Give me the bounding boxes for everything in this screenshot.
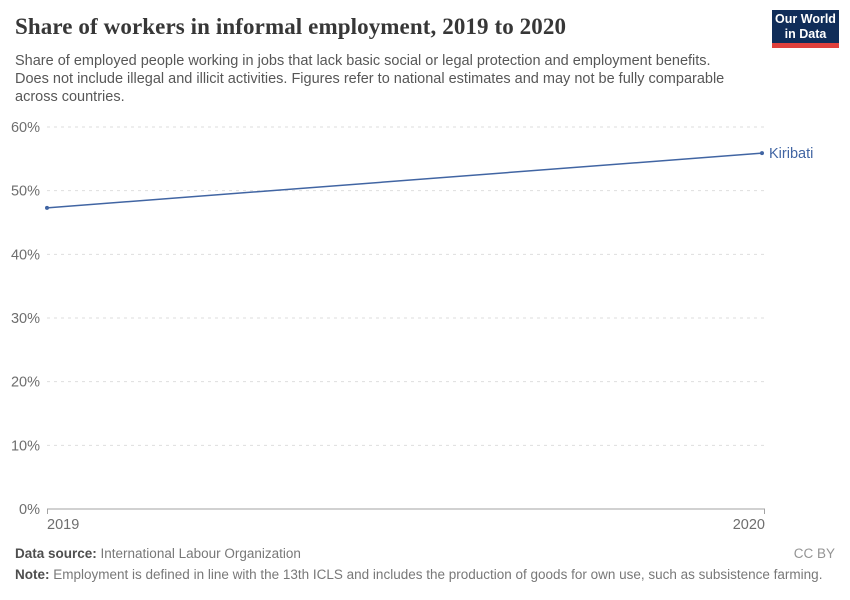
chart-footer	[15, 545, 835, 583]
y-tick-label: 40%	[10, 247, 40, 264]
y-tick-label: 10%	[10, 438, 40, 455]
subtitle-line: across countries.	[15, 89, 125, 106]
note-label: Note:	[15, 567, 50, 582]
subtitle-line: Does not include illegal and illicit activities. Figures refer to national estimates and may not be fully comparable	[15, 71, 725, 88]
footer-note-row	[15, 566, 835, 583]
y-tick-label: 30%	[10, 311, 40, 327]
series-line	[47, 153, 762, 208]
chart-header	[15, 14, 760, 107]
x-tick-label: 2019	[47, 517, 80, 533]
x-tick-label: 2020	[732, 517, 765, 533]
data-source-value: International Labour Organization	[96, 546, 301, 561]
data-source-label: Data source:	[15, 546, 97, 561]
license-badge: CC BY	[793, 546, 835, 561]
owid-logo-line2: in Data	[784, 26, 827, 41]
owid-logo-line1: Our World	[775, 11, 836, 26]
y-tick-label: 60%	[10, 120, 40, 136]
subtitle-line: Share of employed people working in jobs that lack basic social or legal protection and employment benefits.	[15, 53, 711, 69]
data-point	[45, 206, 49, 210]
data-point	[760, 151, 764, 155]
note-value: Employment is defined in line with the 13th ICLS and includes the production of goods for own use, such as subsistence farming.	[49, 567, 823, 582]
footer-source-row	[15, 545, 835, 562]
chart-subtitle	[15, 52, 760, 107]
y-tick-label: 0%	[19, 502, 40, 518]
y-tick-label: 20%	[10, 374, 40, 391]
y-tick-label: 50%	[10, 183, 40, 200]
owid-logo	[772, 10, 839, 48]
data-source-text	[15, 545, 301, 562]
chart-title: Share of workers in informal employment, 2019 to 2020	[15, 14, 567, 39]
series-label: Kiribati	[769, 146, 814, 163]
